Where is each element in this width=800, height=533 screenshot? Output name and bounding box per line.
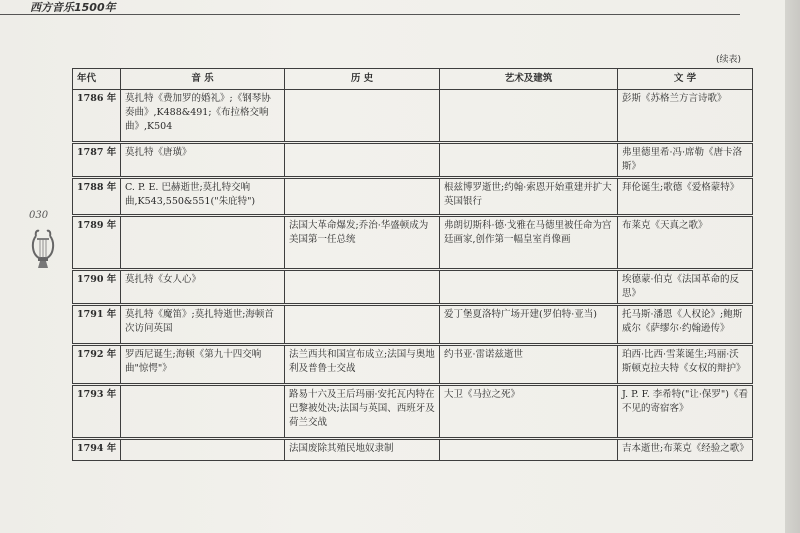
header-music: 音 乐 [121,69,285,90]
header-literature: 文 学 [618,69,753,90]
year-cell: 1786 年 [73,90,121,143]
literature-cell: 弗里德里希·冯·席勒《唐卡洛斯》 [618,143,753,178]
literature-cell: 埃德蒙·伯克《法国革命的反思》 [618,270,753,305]
literature-cell: 托马斯·潘恩《人权论》;鲍斯威尔《萨缪尔·约翰逊传》 [618,305,753,345]
art-cell: 大卫《马拉之死》 [440,385,618,439]
history-cell: 路易十六及王后玛丽·安托瓦内特在巴黎被处决;法国与英国、西班牙及荷兰交战 [285,385,440,439]
year-cell: 1793 年 [73,385,121,439]
header-year: 年代 [73,69,121,90]
header-art: 艺术及建筑 [440,69,618,90]
history-cell [285,305,440,345]
history-cell [285,143,440,178]
history-cell [285,90,440,143]
year-cell: 1787 年 [73,143,121,178]
art-cell: 约书亚·雷诺兹逝世 [440,345,618,385]
header-history: 历 史 [285,69,440,90]
table-row [73,143,753,178]
table-row [73,439,753,461]
running-head-title: 西方音乐1500年 [30,1,116,14]
history-cell [285,270,440,305]
music-cell: 莫扎特《女人心》 [121,270,285,305]
page-number: 030 [29,210,49,221]
table-row [73,345,753,385]
music-cell [121,216,285,270]
history-cell [285,178,440,216]
year-cell: 1792 年 [73,345,121,385]
table-row [73,90,753,143]
music-cell [121,385,285,439]
literature-cell: 吉本逝世;布莱克《经验之歌》 [618,439,753,461]
literature-cell: 珀西·比西·雪莱诞生;玛丽·沃斯顿克拉夫特《女权的辩护》 [618,345,753,385]
art-cell: 弗朗切斯科·德·戈雅在马德里被任命为宫廷画家,创作第一幅皇室肖像画 [440,216,618,270]
art-cell: 根兹博罗逝世;约翰·索恩开始重建并扩大英国银行 [440,178,618,216]
year-cell: 1788 年 [73,178,121,216]
art-cell: 爱丁堡夏洛特广场开建(罗伯特·亚当) [440,305,618,345]
music-cell: 莫扎特《费加罗的婚礼》;《钢琴协奏曲》,K488&491;《布拉格交响曲》,K504 [121,90,285,143]
table-row [73,270,753,305]
page-edge [785,0,800,533]
art-cell [440,270,618,305]
music-cell: 莫扎特《唐璜》 [121,143,285,178]
music-cell: 罗西尼诞生;海顿《第九十四交响曲"惊愕"》 [121,345,285,385]
art-cell [440,439,618,461]
art-cell [440,90,618,143]
year-cell: 1791 年 [73,305,121,345]
literature-cell: 拜伦诞生;歌德《爱格蒙特》 [618,178,753,216]
music-cell: 莫扎特《魔笛》;莫扎特逝世;海顿首次访问英国 [121,305,285,345]
table-row [73,385,753,439]
year-cell: 1790 年 [73,270,121,305]
music-cell [121,439,285,461]
year-cell: 1789 年 [73,216,121,270]
history-cell: 法国废除其殖民地奴隶制 [285,439,440,461]
literature-cell: J. P. F. 李希特("让·保罗")《看不见的寄宿客》 [618,385,753,439]
history-cell: 法兰西共和国宣布成立;法国与奥地利及普鲁士交战 [285,345,440,385]
continued-label: (续表) [716,55,742,65]
literature-cell: 彭斯《苏格兰方言诗歌》 [618,90,753,143]
lyre-icon [30,228,56,270]
art-cell [440,143,618,178]
history-cell: 法国大革命爆发;乔治·华盛顿成为美国第一任总统 [285,216,440,270]
header-row [73,69,753,90]
table-row [73,216,753,270]
running-head [0,0,740,15]
music-cell: C. P. E. 巴赫逝世;莫扎特交响曲,K543,550&551("朱庇特") [121,178,285,216]
table-row [73,178,753,216]
chronology-table [72,68,753,461]
year-cell: 1794 年 [73,439,121,461]
table-row [73,305,753,345]
literature-cell: 布莱克《天真之歌》 [618,216,753,270]
